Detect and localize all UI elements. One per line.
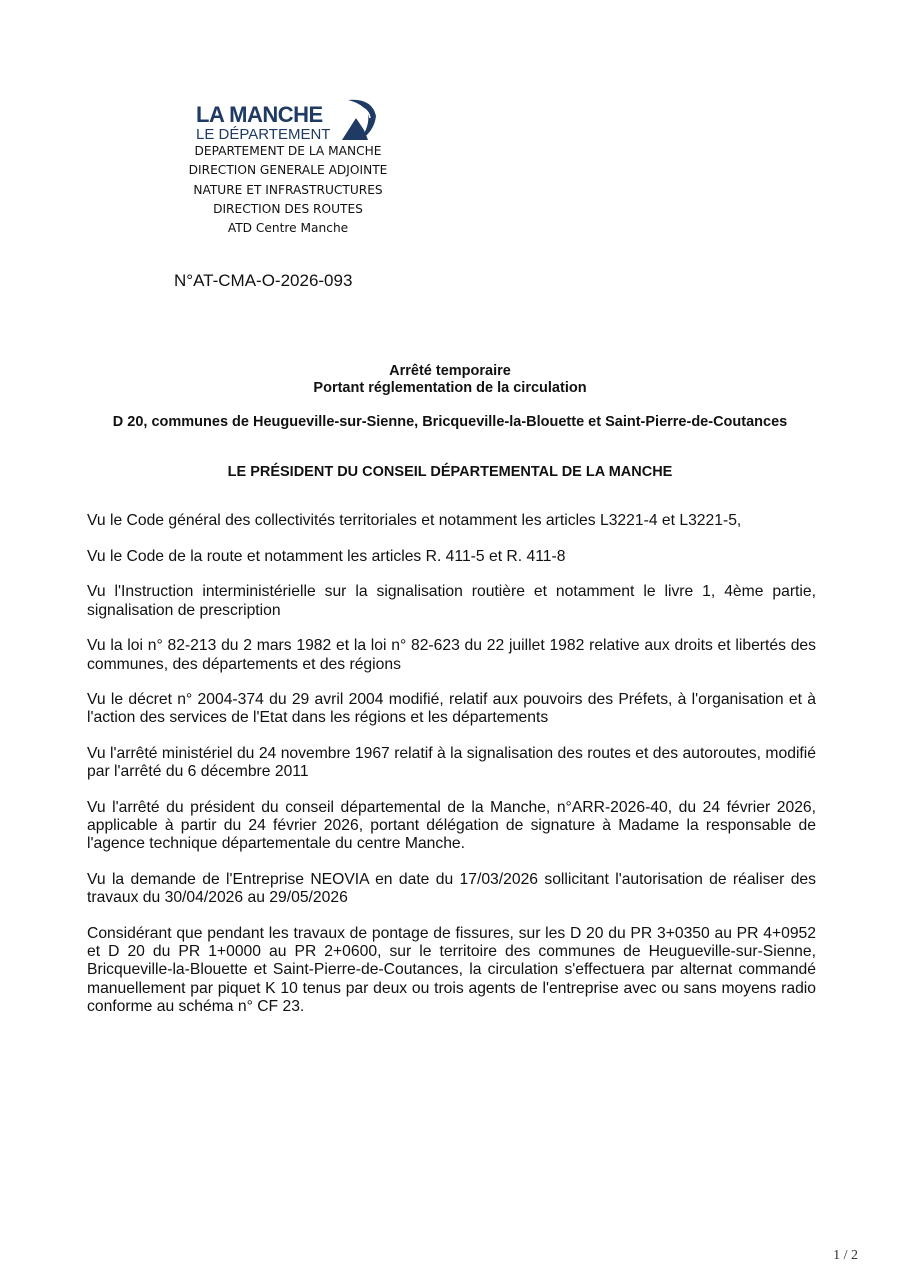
considerant-paragraph: Considérant que pendant les travaux de pontage de fissures, sur les D 20 du PR 3+0350 au PR 4+0952 et D 20 du PR 1+0000 au PR 2+0600, sur le territoire des communes de Heugueville-sur-Sienne, Bricqueville-la-Blouette et Saint-Pierre-de-Coutances, la circulation s'effectuera par alternat commandé manuellement par piquet K 10 tenus par deux ou trois agents de l'entreprise avec ou sans moyens radio conforme au schéma n° CF 23. bbox=[87, 925, 816, 1015]
recital-paragraph: Vu l'arrêté ministériel du 24 novembre 1967 relatif à la signalisation des routes et des autoroutes, modifié par l'arrêté du 6 décembre 2011 bbox=[87, 745, 816, 781]
recital-paragraph: Vu la demande de l'Entreprise NEOVIA en date du 17/03/2026 sollicitant l'autorisation de réaliser des travaux du 30/04/2026 au 29/05/2026 bbox=[87, 871, 816, 907]
header-line: NATURE ET INFRASTRUCTURES bbox=[193, 182, 383, 197]
page-number: 1 / 2 bbox=[833, 1248, 858, 1263]
road-communes-line: D 20, communes de Heugueville-sur-Sienne, Bricqueville-la-Blouette et Saint-Pierre-de-Coutances bbox=[112, 414, 788, 430]
authority-heading: LE PRÉSIDENT DU CONSEIL DÉPARTEMENTAL DE LA MANCHE bbox=[227, 464, 673, 480]
recital-paragraph: Vu l'arrêté du président du conseil départemental de la Manche, n°ARR-2026-40, du 24 février 2026, applicable à partir du 24 février 2026, portant délégation de signature à Madame la responsable de l'agence technique départementale du centre Manche. bbox=[87, 799, 816, 853]
recital-paragraph: Vu l'Instruction interministérielle sur la signalisation routière et notamment le livre 1, 4ème partie, signalisation de prescription bbox=[87, 583, 816, 619]
header-line: ATD Centre Manche bbox=[227, 221, 349, 236]
recital-paragraph: Vu la loi n° 82-213 du 2 mars 1982 et la loi n° 82-623 du 22 juillet 1982 relative aux droits et libertés des communes, des départements et des régions bbox=[87, 637, 816, 673]
recital-paragraph: Vu le Code général des collectivités territoriales et notamment les articles L3221-4 et L3221-5, bbox=[87, 512, 742, 529]
header-line: DIRECTION GENERALE ADJOINTE bbox=[188, 163, 388, 178]
order-reference: N°AT-CMA-O-2026-093 bbox=[174, 271, 353, 290]
header-line: DEPARTEMENT DE LA MANCHE bbox=[194, 144, 382, 158]
header-line: DIRECTION DES ROUTES bbox=[213, 201, 363, 216]
recital-paragraph: Vu le décret n° 2004-374 du 29 avril 2004 modifié, relatif aux pouvoirs des Préfets, à l'organisation et à l'action des services de l'Etat dans les régions et les départements bbox=[87, 691, 816, 727]
recital-paragraph: Vu le Code de la route et notamment les articles R. 411-5 et R. 411-8 bbox=[87, 547, 566, 565]
recitals bbox=[87, 512, 816, 1034]
department-header bbox=[140, 142, 436, 238]
department-logo bbox=[196, 96, 386, 144]
order-title: Arrêté temporaire bbox=[389, 363, 511, 379]
order-subtitle: Portant réglementation de la circulation bbox=[313, 380, 587, 396]
logo-title: LA MANCHE bbox=[196, 102, 323, 127]
logo-mark-icon bbox=[338, 96, 380, 142]
logo-subtitle: LE DÉPARTEMENT bbox=[196, 126, 331, 143]
